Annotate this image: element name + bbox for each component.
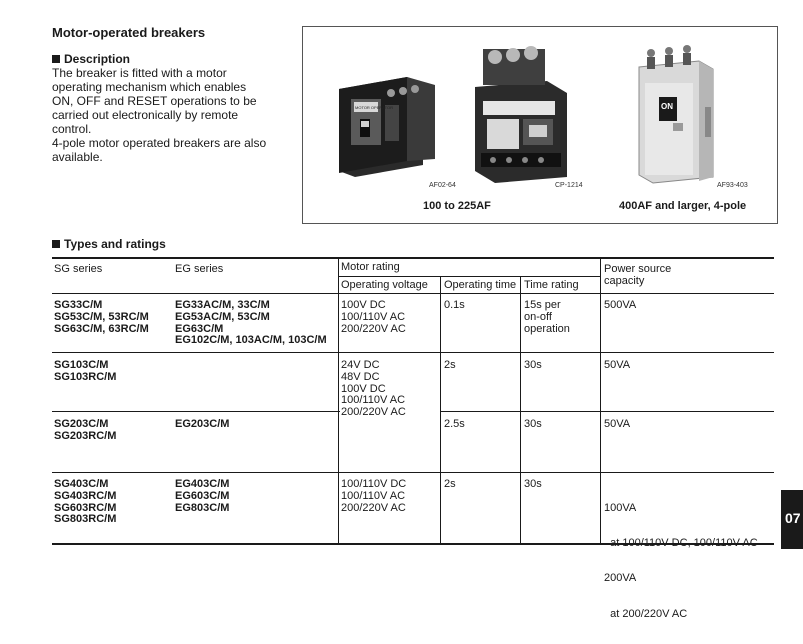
voltage-value: 100V DC: [341, 299, 386, 311]
voltage-value: 200/220V AC: [341, 322, 406, 335]
column-rule: [338, 257, 339, 544]
sg-model: SG53C/M, 53RC/M: [54, 310, 149, 323]
power-cell: 500VA: [604, 299, 637, 311]
types-heading-text: Types and ratings: [64, 237, 166, 251]
rating-cell: 30s: [524, 359, 542, 371]
photo-code-1: AF02-64: [429, 182, 456, 189]
sg-model: SG203RC/M: [54, 429, 117, 442]
power-value: 200VA: [604, 572, 637, 585]
photo-code-2: CP-1214: [555, 182, 583, 189]
rating-value: on-off: [524, 310, 552, 323]
row-rule: [52, 411, 340, 412]
voltage-value: 200/220V AC: [341, 501, 406, 514]
sg-model: SG103C/M: [54, 359, 109, 371]
sg-model: SG203C/M: [54, 418, 109, 430]
row-rule: [52, 352, 774, 353]
voltage-value: 48V DC: [341, 370, 380, 383]
sg-model: SG403RC/M: [54, 489, 117, 502]
rating-cell: 30s: [524, 478, 542, 490]
voltage-value: 100/110V AC: [341, 394, 406, 407]
eg-model: EG803C/M: [175, 501, 230, 514]
header-motor-rating: Motor rating: [341, 261, 400, 273]
time-cell: 2s: [444, 359, 456, 371]
eg-model: EG53AC/M, 53C/M: [175, 310, 270, 323]
description-line: carried out electronically by remote: [52, 108, 239, 122]
table-top-rule: [52, 257, 774, 259]
eg-cell: [175, 479, 229, 514]
power-cell: 50VA: [604, 359, 631, 371]
on-label: ON: [661, 102, 673, 111]
rating-value: 15s per: [524, 299, 561, 311]
header-bottom-rule: [52, 293, 774, 294]
header-capacity: capacity: [604, 275, 645, 287]
header-eg-series: EG series: [175, 263, 224, 275]
power-cell: [604, 479, 758, 644]
rating-value: operation: [524, 322, 570, 335]
page-title: Motor-operated breakers: [52, 25, 206, 40]
eg-cell: EG203C/M: [175, 418, 230, 430]
voltage-value: 100/110V AC: [341, 489, 406, 502]
description-line: 4-pole motor operated breakers are also: [52, 136, 267, 150]
power-value: at 200/220V AC: [604, 607, 688, 620]
sg-cell: [54, 300, 149, 335]
row-rule: [52, 472, 774, 473]
voltage-value: 200/220V AC: [341, 406, 406, 419]
power-cell: 50VA: [604, 418, 631, 430]
description-line: available.: [52, 150, 103, 164]
description-line: The breaker is fitted with a motor: [52, 66, 227, 80]
rating-cell: [524, 300, 570, 335]
description-heading-text: Description: [64, 52, 131, 66]
description-line: ON, OFF and RESET operations to be: [52, 94, 257, 108]
row-rule: [440, 411, 774, 412]
header-operating-voltage: Operating voltage: [341, 279, 428, 291]
sg-model: SG33C/M: [54, 299, 103, 311]
sg-cell: [54, 419, 116, 443]
photo-caption-2: 400AF and larger, 4-pole: [619, 200, 747, 212]
sg-model: SG103RC/M: [54, 370, 117, 383]
header-sub-rule: [338, 276, 600, 277]
column-rule: [440, 276, 441, 544]
voltage-cell: [341, 300, 406, 335]
eg-model: EG603C/M: [175, 489, 230, 502]
voltage-value: 100V DC: [341, 382, 386, 395]
time-cell: 2.5s: [444, 418, 465, 430]
description-line: control.: [52, 122, 92, 136]
header-operating-time: Operating time: [444, 279, 517, 291]
power-value: 100VA: [604, 501, 637, 514]
label-plate-text: MOTOR OPERATOR: [355, 105, 394, 110]
page-number: 07: [785, 510, 801, 526]
sg-model: SG403C/M: [54, 478, 109, 490]
time-cell: 0.1s: [444, 299, 465, 311]
sg-cell: [54, 360, 116, 384]
header-sg-series: SG series: [54, 263, 103, 275]
photo-caption-1: 100 to 225AF: [423, 200, 491, 212]
header-time-rating: Time rating: [524, 279, 579, 291]
column-rule: [520, 276, 521, 544]
eg-model: EG63C/M: [175, 322, 224, 335]
voltage-cell: [341, 479, 406, 514]
power-value: at 100/110V DC, 100/110V AC: [604, 536, 758, 549]
header-power-source: Power source: [604, 263, 672, 275]
eg-model: EG403C/M: [175, 478, 230, 490]
sg-model: SG63C/M, 63RC/M: [54, 322, 149, 335]
eg-cell: [175, 300, 327, 347]
time-cell: 2s: [444, 478, 456, 490]
sg-model: SG803RC/M: [54, 513, 117, 526]
voltage-cell: [341, 360, 406, 419]
description-line: operating mechanism which enables: [52, 80, 247, 94]
voltage-value: 100/110V DC: [341, 478, 407, 490]
sg-model: SG603RC/M: [54, 501, 117, 514]
page-number-tab: [781, 490, 803, 549]
voltage-value: 100/110V AC: [341, 310, 406, 323]
eg-model: EG33AC/M, 33C/M: [175, 299, 270, 311]
column-rule: [600, 257, 601, 544]
voltage-value: 24V DC: [341, 359, 380, 371]
photo-code-3: AF93-403: [717, 182, 748, 189]
eg-model: EG102C/M, 103AC/M, 103C/M: [175, 334, 327, 347]
sg-cell: [54, 479, 116, 526]
rating-cell: 30s: [524, 418, 542, 430]
